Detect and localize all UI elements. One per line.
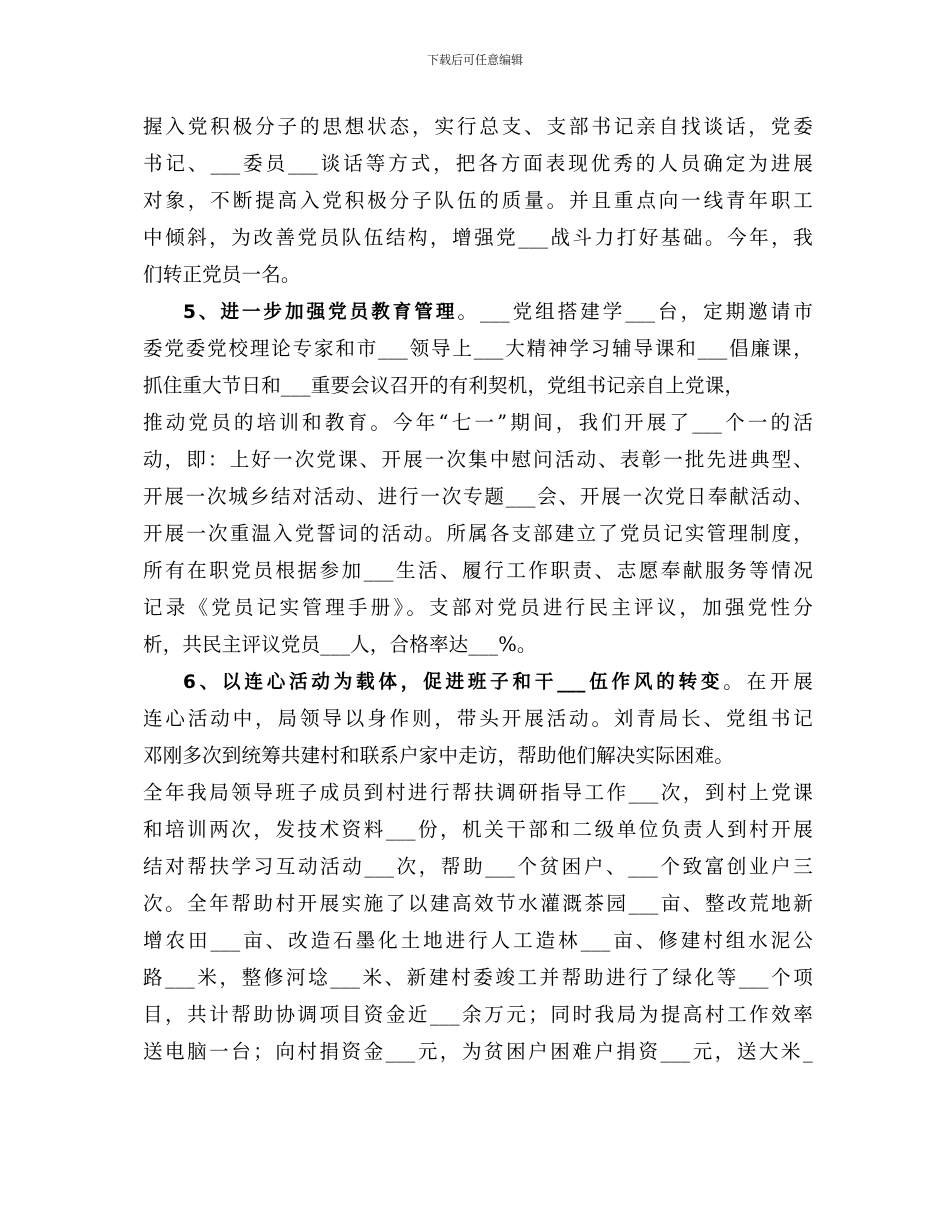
paragraph-line: 结对帮扶学习互动活动___次，帮助___个贫困户、___个致富创业户三 [143, 855, 813, 878]
paragraph-line: 次。全年帮助村开展实施了以建高效节水灌溉茶园___亩、整改荒地新 [143, 892, 813, 915]
paragraph-line: 抓住重大节日和___重要会议召开的有利契机，党组书记亲自上党课， [143, 374, 745, 397]
paragraph-text: 。___党组搭建学___台，定期邀请市 [457, 300, 813, 323]
paragraph-line: 开展一次重温入党誓词的活动。所属各支部建立了党员记实管理制度， [143, 522, 813, 545]
section-6-first-line [143, 663, 813, 700]
section-5-first-line [143, 293, 813, 330]
paragraph-line: 中倾斜，为改善党员队伍结构，增强党___战斗力打好基础。今年，我 [143, 226, 813, 249]
paragraph-line: 记录《党员记实管理手册》。支部对党员进行民主评议，加强党性分 [143, 596, 813, 619]
paragraph-line: 动，即：上好一次党课、开展一次集中慰问活动、表彰一批先进典型、 [143, 448, 813, 471]
paragraph-line: 开展一次城乡结对活动、进行一次专题___会、开展一次党日奉献活动、 [143, 485, 813, 508]
paragraph-line: 增农田___亩、改造石墨化土地进行人工造林___亩、修建村组水泥公 [143, 929, 813, 952]
paragraph-line: 推动党员的培训和教育。今年“七一”期间，我们开展了___个一的活 [143, 411, 813, 434]
paragraph-line: 全年我局领导班子成员到村进行帮扶调研指导工作___次，到村上党课 [143, 781, 813, 804]
paragraph-line: 书记、___委员___谈话等方式，把各方面表现优秀的人员确定为进展 [143, 152, 813, 175]
paragraph-line: 邓刚多次到统筹共建村和联系户家中走访，帮助他们解决实际困难。 [143, 744, 735, 767]
paragraph-line: 委党委党校理论专家和市___领导上___大精神学习辅导课和___倡廉课， [143, 337, 813, 360]
paragraph-line: 握入党积极分子的思想状态，实行总支、支部书记亲自找谈话，党委 [143, 115, 813, 138]
paragraph-line: 析，共民主评议党员___人，合格率达___%。 [143, 633, 537, 656]
paragraph-text: 。在开展 [723, 670, 813, 693]
paragraph-line: 和培训两次，发技术资料___份，机关干部和二级单位负责人到村开展 [143, 818, 813, 841]
section-heading: 5、进一步加强党员教育管理 [183, 302, 458, 323]
document-body [143, 108, 813, 1070]
paragraph-line: 目，共计帮助协调项目资金近___余万元；同时我局为提高村工作效率 [143, 1003, 813, 1026]
section-heading: 6、以连心活动为载体，促进班子和干___伍作风的转变 [183, 672, 724, 693]
paragraph-line: 路___米，整修河埝___米、新建村委竣工并帮助进行了绿化等___个项 [143, 966, 813, 989]
paragraph-line: 所有在职党员根据参加___生活、履行工作职责、志愿奉献服务等情况 [143, 559, 813, 582]
paragraph-line: 对象，不断提高入党积极分子队伍的质量。并且重点向一线青年职工 [143, 189, 813, 212]
page-header: 下载后可任意编辑 [426, 53, 523, 67]
paragraph-line: 们转正党员一名。 [143, 263, 301, 286]
paragraph-line: 送电脑一台；向村捐资金___元，为贫困户困难户捐资___元，送大米_ [143, 1040, 813, 1063]
paragraph-line: 连心活动中，局领导以身作则，带头开展活动。刘青局长、党组书记 [143, 707, 813, 730]
